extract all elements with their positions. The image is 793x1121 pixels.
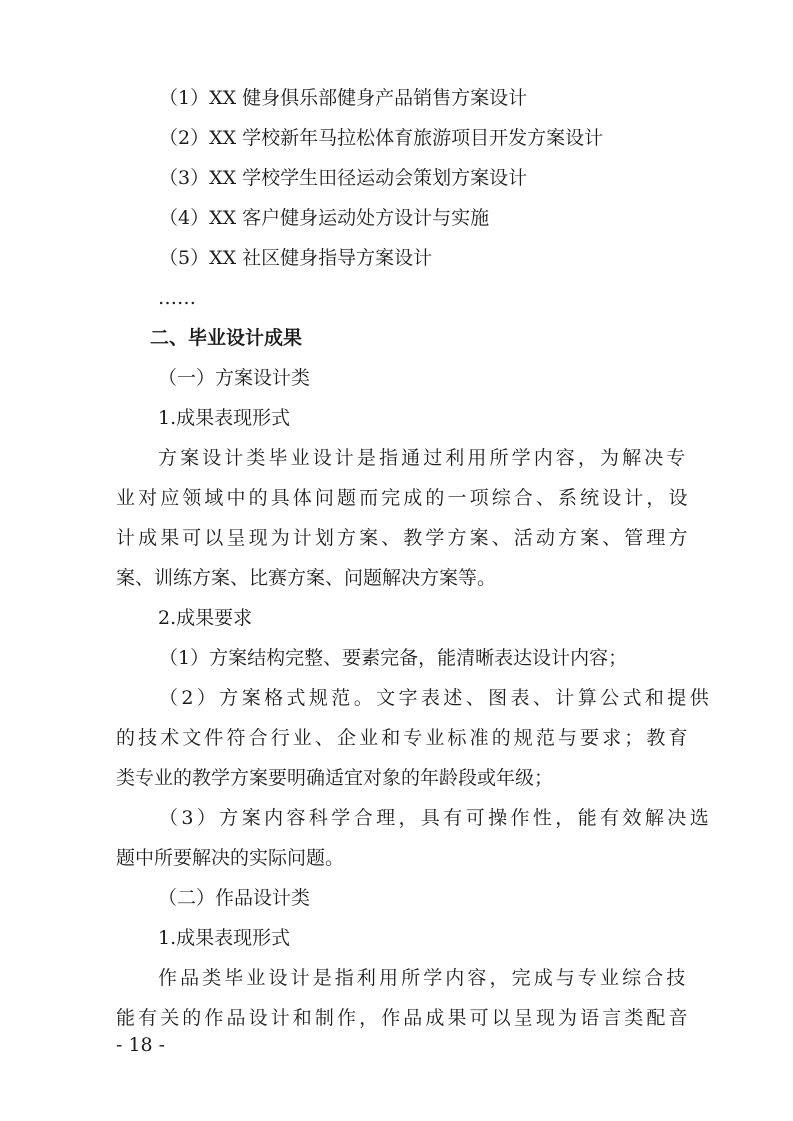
item-heading: 2.成果要求 bbox=[158, 607, 253, 629]
requirement-line: 题中所要解决的实际问题。 bbox=[116, 847, 345, 869]
paragraph-line: 能有关的作品设计和制作，作品成果可以呈现为语言类配音 bbox=[116, 1007, 691, 1029]
list-item: （2）XX 学校新年马拉松体育旅游项目开发方案设计 bbox=[159, 127, 604, 149]
subsection-heading: （二）作品设计类 bbox=[158, 887, 311, 909]
ellipsis: …… bbox=[158, 287, 196, 309]
item-heading: 1.成果表现形式 bbox=[158, 407, 291, 429]
list-item: （3）XX 学校学生田径运动会策划方案设计 bbox=[159, 167, 528, 189]
paragraph-line: 案、训练方案、比赛方案、问题解决方案等。 bbox=[116, 567, 497, 589]
paragraph-line: 计成果可以呈现为计划方案、教学方案、活动方案、管理方 bbox=[116, 527, 691, 549]
item-heading: 1.成果表现形式 bbox=[158, 927, 291, 949]
list-item: （5）XX 社区健身指导方案设计 bbox=[159, 247, 433, 269]
requirement-line: （1）方案结构完整、要素完备，能清晰表达设计内容； bbox=[159, 647, 628, 669]
requirement-line: 的技术文件符合行业、企业和专业标准的规范与要求；教育 bbox=[116, 727, 691, 749]
requirement-line: （2）方案格式规范。文字表述、图表、计算公式和提供 bbox=[159, 687, 713, 709]
requirement-line: 类专业的教学方案要明确适宜对象的年龄段或年级； bbox=[116, 767, 554, 789]
page-number: - 18 - bbox=[116, 1034, 166, 1056]
list-item: （4）XX 客户健身运动处方设计与实施 bbox=[159, 207, 490, 229]
requirement-line: （3）方案内容科学合理，具有可操作性，能有效解决选 bbox=[159, 807, 713, 829]
paragraph-line: 方案设计类毕业设计是指通过利用所学内容，为解决专 bbox=[158, 447, 689, 469]
list-item: （1）XX 健身俱乐部健身产品销售方案设计 bbox=[159, 87, 528, 109]
paragraph-line: 作品类毕业设计是指利用所学内容，完成与专业综合技 bbox=[158, 967, 689, 989]
subsection-heading: （一）方案设计类 bbox=[158, 367, 311, 389]
section-heading: 二、毕业设计成果 bbox=[150, 327, 303, 349]
paragraph-line: 业对应领域中的具体问题而完成的一项综合、系统设计，设 bbox=[116, 487, 691, 509]
